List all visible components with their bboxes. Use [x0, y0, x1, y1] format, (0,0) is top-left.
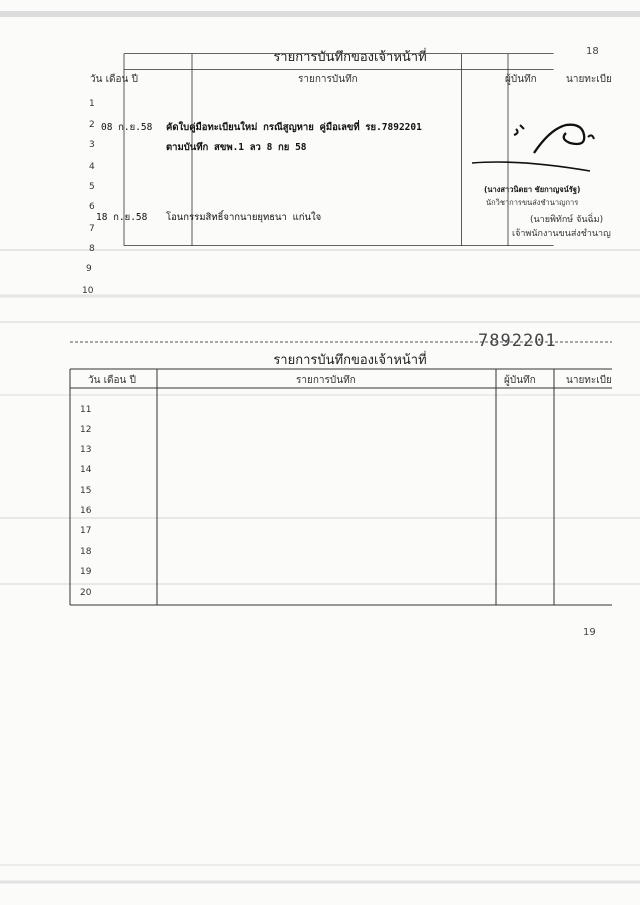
record-section-bottom: [0, 325, 640, 665]
page-number: 18: [586, 46, 599, 57]
entry-text: ตามบันทึก สขพ.1 ลว 8 กย 58: [166, 142, 307, 153]
column-header-record: รายการบันทึก: [296, 375, 356, 386]
column-header-registrar: นายทะเบีย: [566, 74, 612, 85]
row-number: 5: [89, 182, 95, 192]
page-number: 19: [583, 627, 596, 638]
column-header-recorder: ผู้บันทึก: [505, 74, 537, 85]
column-header-date: วัน เดือน ปี: [90, 74, 138, 85]
section-title: รายการบันทึกของเจ้าหน้าที่: [273, 50, 427, 65]
row-number: 15: [80, 486, 92, 496]
row-number: 11: [80, 405, 92, 415]
record-section-top: [0, 0, 640, 320]
row-number: 19: [80, 567, 92, 577]
row-number: 18: [80, 547, 92, 557]
row-number: 4: [89, 162, 95, 172]
row-number: 2: [89, 120, 95, 130]
stamp-line: (นายพิทักษ์ จันฉิ่ม): [530, 215, 604, 225]
entry-date: 08 ก.ย.58: [101, 122, 153, 133]
serial-number-bleed: 7892201: [478, 331, 557, 351]
row-number: 9: [86, 264, 92, 274]
row-number: 1: [89, 99, 95, 109]
row-number: 7: [89, 224, 95, 234]
row-number: 14: [80, 465, 92, 475]
row-number: 12: [80, 425, 92, 435]
row-number: 8: [89, 244, 95, 254]
row-number: 10: [82, 286, 94, 296]
row-number: 16: [80, 506, 92, 516]
stamp-line: นักวิชาการขนส่งชำนาญการ: [486, 198, 579, 207]
stamp-line: เจ้าพนักงานขนส่งชำนาญ: [512, 229, 611, 239]
row-number: 13: [80, 445, 92, 455]
row-number: 3: [89, 140, 95, 150]
stamp-line: (นางสาวนิตยา ชัยกาญจน์รัฐ): [484, 185, 581, 194]
column-header-date: วัน เดือน ปี: [88, 375, 136, 386]
entry-date: 18 ก.ย.58: [96, 212, 148, 223]
column-header-recorder: ผู้บันทึก: [504, 375, 536, 386]
row-number: 17: [80, 526, 92, 536]
row-number: 6: [89, 202, 95, 212]
column-header-registrar: นายทะเบีย: [566, 375, 612, 386]
entry-text: คัดใบคู่มือทะเบียนใหม่ กรณีสูญหาย คู่มือเลขที่ รย.7892201: [166, 122, 422, 133]
row-number: 20: [80, 588, 92, 598]
column-header-record: รายการบันทึก: [298, 74, 358, 85]
entry-text: โอนกรรมสิทธิ์จากนายยุทธนา แก่นใจ: [166, 212, 322, 223]
signature-mark: [470, 115, 620, 185]
section-title: รายการบันทึกของเจ้าหน้าที่: [273, 353, 427, 368]
